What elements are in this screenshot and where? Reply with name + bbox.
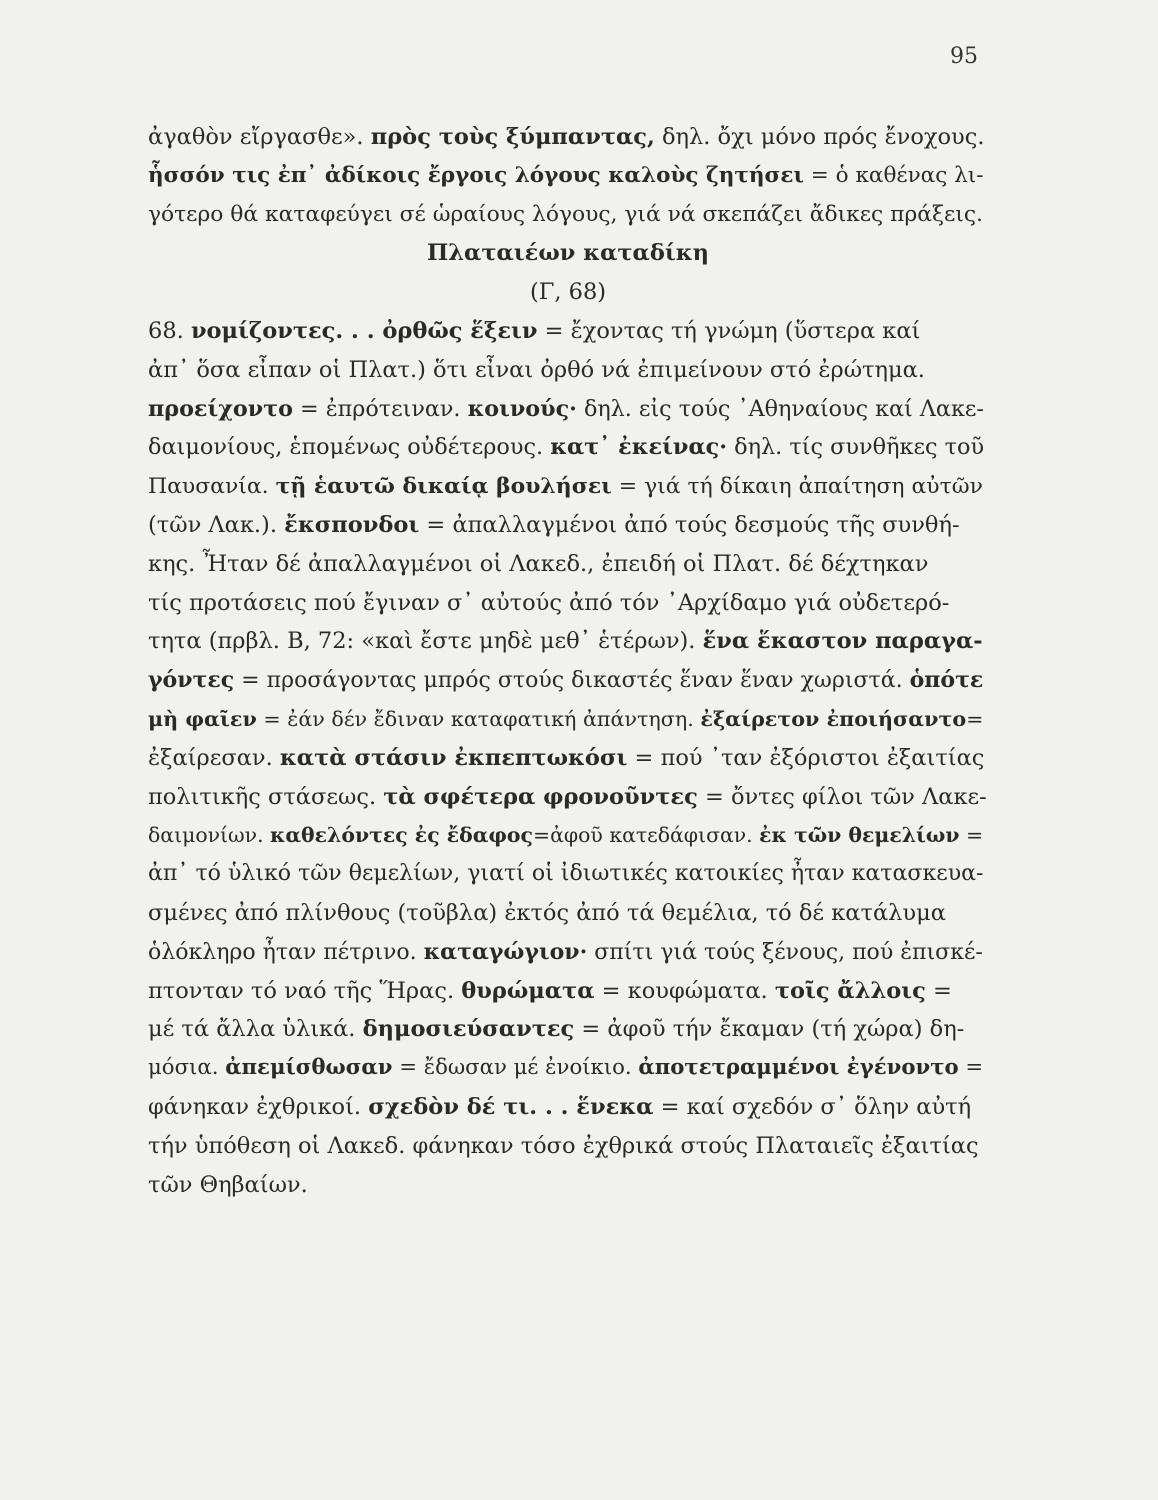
bold-term: θυρώματα xyxy=(461,977,595,1004)
text-line xyxy=(148,157,988,196)
bold-term: ἔκσπονδοι xyxy=(284,511,420,538)
text-line xyxy=(148,196,988,235)
text-line xyxy=(148,778,988,817)
text-run: ἀπ᾽ ὅσα εἶπαν οἱ Πλατ.) ὅτι εἶναι ὀρθό νά ἐπιμείνουν στό ἐρώτημα. xyxy=(148,356,925,383)
bold-term: μὴ φαῖεν xyxy=(148,706,257,731)
text-run: = ἔδωσαν μέ ἐνοίκιο. xyxy=(392,1055,639,1081)
text-run: = ἔχοντας τή γνώμη (ὕστερα καί xyxy=(537,317,921,344)
text-line xyxy=(148,1127,988,1166)
text-run: Παυσανία. xyxy=(148,474,276,500)
section-reference xyxy=(148,273,988,312)
bold-term: πρὸς τοὺς ξύμπαντας, xyxy=(370,124,655,150)
text-run: =ἀφοῦ κατεδάφισαν. xyxy=(532,823,760,848)
bold-term: ἐκ τῶν θεμελίων xyxy=(759,823,960,848)
text-run: σμένες ἀπό πλίνθους (τοῦβλα) ἐκτός ἀπό τά θεμέλια, τό δέ κατάλυμα xyxy=(148,899,946,926)
text-run: δηλ. τίς συνθῆκες τοῦ xyxy=(727,434,985,461)
text-run: ὁλόκληρο ἦταν πέτρινο. xyxy=(148,939,424,965)
bold-term: δημοσιεύσαντες xyxy=(362,1016,575,1043)
text-run: (Γ, 68) xyxy=(529,279,607,306)
text-line xyxy=(148,1088,988,1127)
text-run: = ὁ καθένας λι- xyxy=(803,162,984,188)
text-run: κης. Ἦταν δέ ἀπαλλαγμένοι οἱ Λακεδ., ἐπειδή οἱ Πλατ. δέ δέχτηκαν xyxy=(148,550,929,577)
text-run: δαιμονίων. xyxy=(148,823,271,848)
text-line xyxy=(148,894,988,933)
text-line xyxy=(148,661,988,700)
text-run: = xyxy=(959,823,984,848)
text-line xyxy=(148,1049,988,1088)
bold-term: ἀποτετραμμένοι ἐγένοντο xyxy=(638,1055,959,1081)
text-run: (τῶν Λακ.). xyxy=(148,511,285,538)
text-line xyxy=(148,739,988,778)
text-line xyxy=(148,584,988,623)
text-line xyxy=(148,855,988,894)
bold-term: τὰ σφέτερα φρονοῦντες xyxy=(383,783,698,810)
text-run: τητα (πρβλ. Β, 72: «καὶ ἔστε μηδὲ μεθ᾽ ἑτέρων). xyxy=(148,628,703,655)
text-run: 68. xyxy=(148,317,191,344)
bold-term: ἕνα ἕκαστον παραγα- xyxy=(702,628,983,655)
bold-term: Πλαταιέων καταδίκη xyxy=(427,240,709,267)
text-line xyxy=(148,1010,988,1049)
text-run: μόσια. xyxy=(148,1055,226,1081)
text-run: = ἐάν δέν ἔδιναν καταφατική ἀπάντηση. xyxy=(256,706,701,731)
text-run: ἀπ᾽ τό ὑλικό τῶν θεμελίων, γιατί οἱ ἰδιωτικές κατοικίες ἦταν κατασκευα- xyxy=(148,861,984,887)
bold-term: καταγώγιον· xyxy=(423,938,588,965)
text-run: σπίτι γιά τούς ξένους, πού ἐπισκέ- xyxy=(587,939,983,965)
bold-term: προείχοντο xyxy=(148,395,293,422)
bold-term: ὁπότε xyxy=(909,667,984,694)
text-run: ἐξαίρεσαν. xyxy=(148,744,280,771)
text-run: = προσάγοντας μπρός στούς δικαστές ἕναν ἕναν χωριστά. xyxy=(234,668,910,694)
text-line xyxy=(148,700,988,739)
text-line xyxy=(148,428,988,467)
text-run: φάνηκαν ἐχθρικοί. xyxy=(148,1093,369,1120)
text-run: = ἐπρότειναν. xyxy=(292,395,468,422)
text-run: = γιά τή δίκαιη ἀπαίτηση αὐτῶν xyxy=(611,474,983,500)
bold-term: τῇ ἑαυτῶ δικαίᾳ βουλήσει xyxy=(275,473,612,500)
text-run: δηλ. εἰς τούς ᾽Αθηναίους καί Λακε- xyxy=(576,395,984,422)
text-run: τήν ὑπόθεση οἱ Λακεδ. φάνηκαν τόσο ἐχθρικά στούς Πλαταιεῖς ἐξαιτίας xyxy=(148,1132,979,1159)
text-line xyxy=(148,312,988,351)
bold-term: γόντες xyxy=(148,667,235,694)
bold-term: σχεδὸν δέ τι. . . ἕνεκα xyxy=(368,1093,654,1120)
bold-term: ἧσσόν τις ἐπ᾽ ἀδίκοις ἔργοις λόγους καλοὺς ζητήσει xyxy=(148,162,804,188)
text-run: = xyxy=(925,977,952,1004)
text-run: = ἀπαλλαγμένοι ἀπό τούς δεσμούς τῆς συνθή- xyxy=(419,511,960,538)
text-run: τῶν Θηβαίων. xyxy=(148,1171,308,1198)
text-line xyxy=(148,1166,988,1205)
bold-term: κοινούς· xyxy=(467,395,577,422)
text-run: = ὄντες φίλοι τῶν Λακε- xyxy=(697,783,987,810)
text-run: πολιτικῆς στάσεως. xyxy=(148,783,384,810)
text-line xyxy=(148,390,988,429)
bold-term: νομίζοντες. . . ὀρθῶς ἕξειν xyxy=(190,317,538,344)
text-run: = κουφώματα. xyxy=(594,977,775,1004)
text-run: μέ τά ἄλλα ὑλικά. xyxy=(148,1016,363,1043)
text-run: δηλ. ὄχι μόνο πρός ἔνοχους. xyxy=(654,124,985,150)
page-number: 95 xyxy=(950,44,978,69)
bold-term: κατὰ στάσιν ἐκπεπτωκόσι xyxy=(279,744,628,771)
text-run: = xyxy=(958,1055,984,1081)
text-line xyxy=(148,816,988,855)
text-line xyxy=(148,118,988,157)
bold-term: καθελόντες ἐς ἔδαφος xyxy=(270,823,533,848)
text-run: πτονταν τό ναό τῆς Ἥρας. xyxy=(148,977,462,1004)
text-run: = καί σχεδόν σ᾽ ὅλην αὐτή xyxy=(653,1093,972,1120)
text-line xyxy=(148,467,988,506)
text-line xyxy=(148,933,988,972)
bold-term: τοῖς ἄλλοις xyxy=(774,977,926,1004)
text-line xyxy=(148,622,988,661)
text-run: = πού ᾽ταν ἐξόριστοι ἐξαιτίας xyxy=(627,744,985,771)
text-run: γότερο θά καταφεύγει σέ ὡραίους λόγους, γιά νά σκεπάζει ἄδικες πράξεις. xyxy=(148,201,983,227)
text-run: ἀγαθὸν εἴργασθε». xyxy=(148,124,371,150)
bold-term: ἐξαίρετον ἐποιήσαντο xyxy=(700,706,967,731)
text-run: δαιμονίους, ἑπομένως οὐδέτερους. xyxy=(148,434,551,461)
commentary-text xyxy=(148,118,988,1204)
text-run: = ἀφοῦ τήν ἔκαμαν (τή χώρα) δη- xyxy=(574,1016,965,1043)
bold-term: κατ᾽ ἐκείνας· xyxy=(550,434,728,461)
text-line xyxy=(148,972,988,1011)
text-run: = xyxy=(966,706,984,731)
text-run: τίς προτάσεις πού ἔγιναν σ᾽ αὐτούς ἀπό τόν ᾽Αρχίδαμο γιά οὐδετερό- xyxy=(148,589,950,616)
text-line xyxy=(148,545,988,584)
text-line xyxy=(148,351,988,390)
bold-term: ἀπεμίσθωσαν xyxy=(225,1055,393,1081)
section-heading xyxy=(148,234,988,273)
text-line xyxy=(148,506,988,545)
